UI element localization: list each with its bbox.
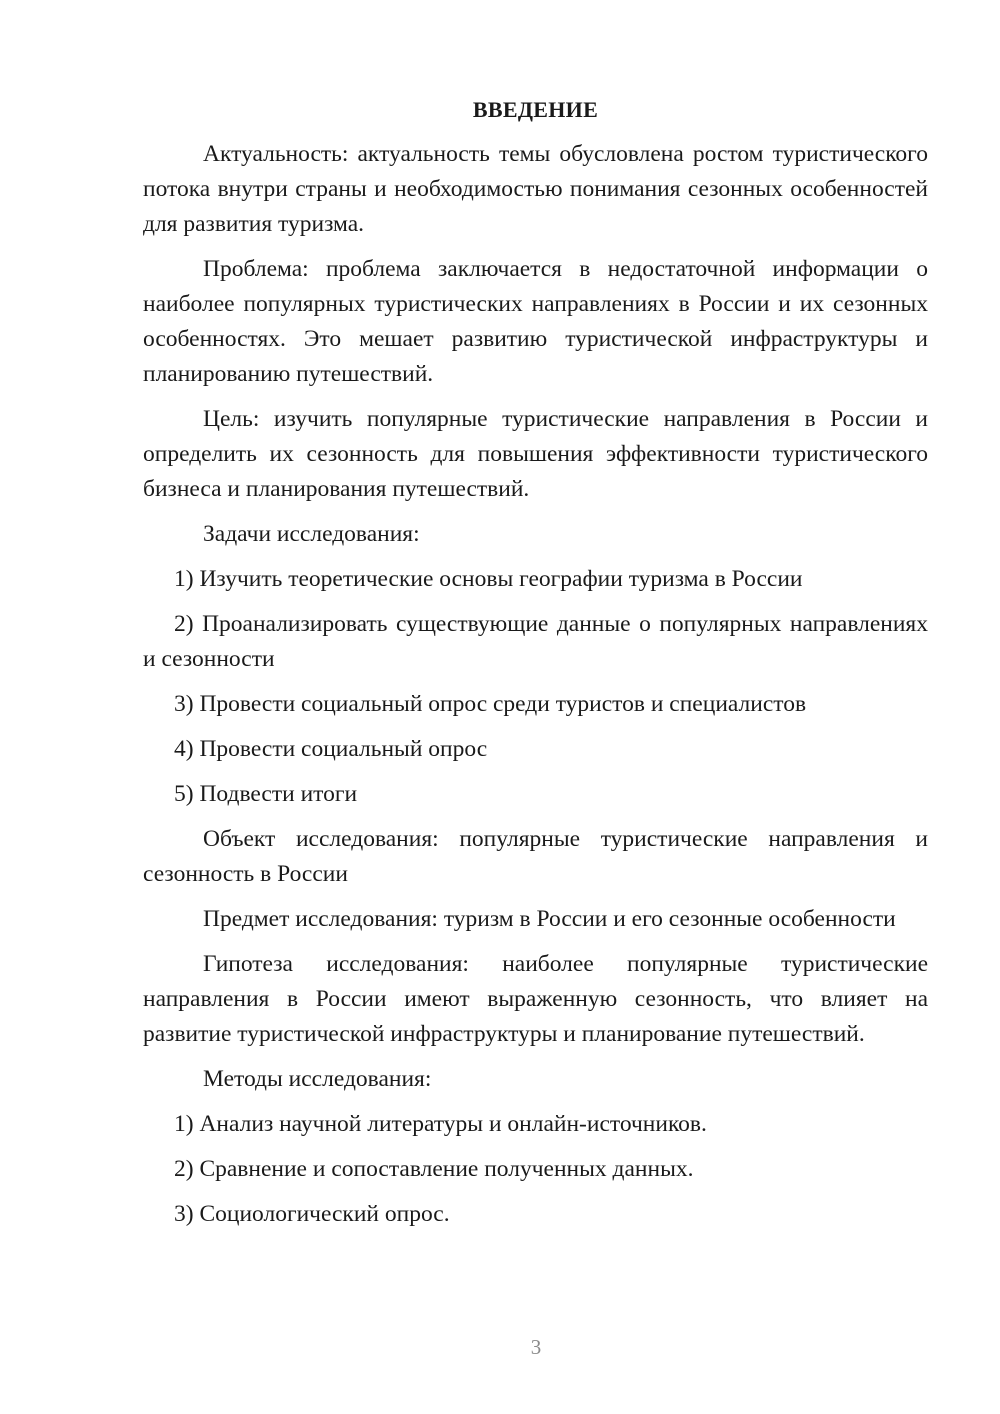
section-title: ВВЕДЕНИЕ <box>472 97 599 122</box>
hypothesis-paragraph: Гипотеза исследования: наиболее популярные туристические направления в России имеют выраженную сезонность, что влияет на развитие туристической инфраструктуры и планирование путешествий. <box>143 951 928 1047</box>
subject-paragraph: Предмет исследования: туризм в России и его сезонные особенности <box>203 906 896 932</box>
task-item: 3) Провести социальный опрос среди туристов и специалистов <box>174 691 807 717</box>
task-item: 4) Провести социальный опрос <box>174 736 488 762</box>
relevance-paragraph: Актуальность: актуальность темы обусловлена ростом туристического потока внутри страны и необходимостью понимания сезонных особенностей для развития туризма. <box>143 141 928 237</box>
task-item: 5) Подвести итоги <box>174 781 358 807</box>
method-item: 3) Социологический опрос. <box>174 1201 450 1227</box>
method-item: 1) Анализ научной литературы и онлайн-источников. <box>174 1111 707 1137</box>
methods-heading: Методы исследования: <box>203 1066 432 1092</box>
method-item: 2) Сравнение и сопоставление полученных данных. <box>174 1156 694 1182</box>
task-item: 1) Изучить теоретические основы географии туризма в России <box>174 566 803 592</box>
object-paragraph: Объект исследования: популярные туристические направления и сезонность в России <box>143 826 928 887</box>
tasks-heading: Задачи исследования: <box>203 521 420 547</box>
task-item: 2) Проанализировать существующие данные о популярных направлениях и сезонности <box>143 611 928 672</box>
page-number: 3 <box>530 1335 542 1359</box>
goal-paragraph: Цель: изучить популярные туристические направления в России и определить их сезонность для повышения эффективности туристического бизнеса и планирования путешествий. <box>143 406 928 502</box>
document-body <box>143 92 928 1242</box>
problem-paragraph: Проблема: проблема заключается в недостаточной информации о наиболее популярных туристических направлениях в России и их сезонных особенностях. Это мешает развитию туристической инфраструктуры и планированию путешествий. <box>143 256 928 387</box>
